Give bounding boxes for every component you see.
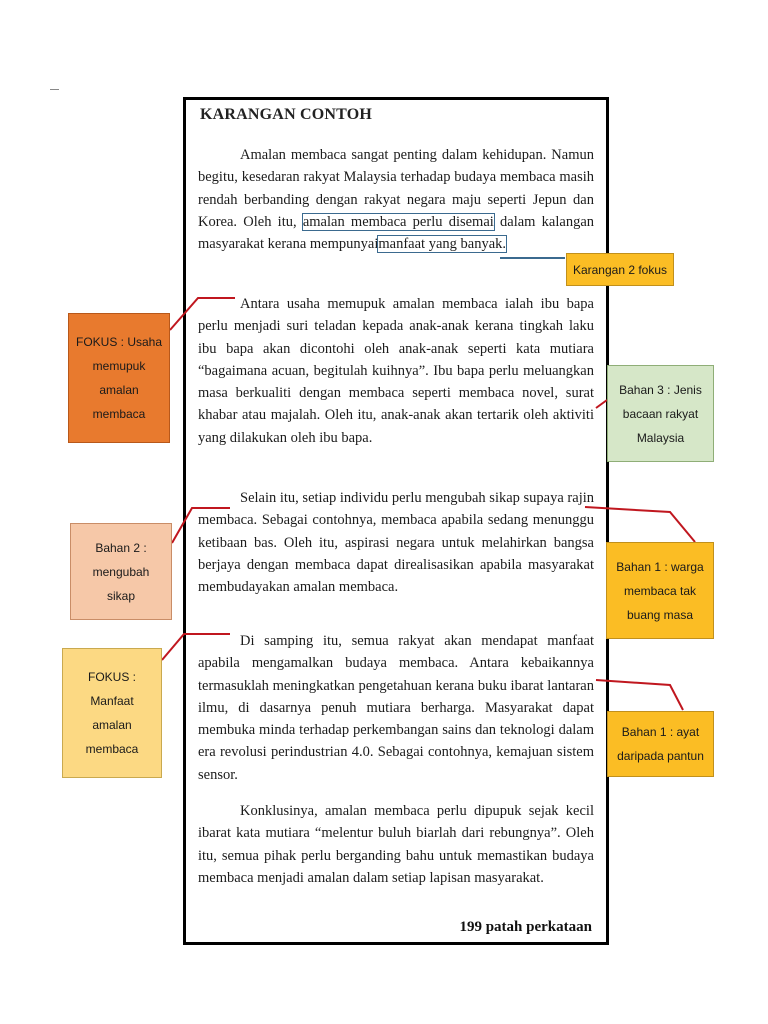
connector-bahan-1-ayat: [596, 680, 683, 710]
note-bahan-2: Bahan 2 : mengubah sikap: [70, 523, 172, 620]
intro-text: Amalan membaca sangat penting dalam kehidupan. Namun begitu, kesedaran rakyat Malaysia terhadap budaya membaca masih rendah berbanding dengan rakyat negara maju seperti Jepun dan Korea. Oleh itu,: [198, 147, 594, 230]
paragraph-body-2: Selain itu, setiap individu perlu mengubah sikap supaya rajin membaca. Sebagai contohnya, membaca apabila sedang menunggu ketibaan bas. Oleh itu, aspirasi negara untuk melahirkan bangsa berjaya dengan membaca dapat direalisasikan apabila masyarakat membudayakan amalan membaca.: [198, 490, 594, 596]
note-bahan-1-warga: Bahan 1 : warga membaca tak buang masa: [606, 542, 714, 639]
highlight-manfaat: manfaat yang banyak.: [378, 236, 507, 253]
paragraph-body-1: Antara usaha memupuk amalan membaca ialah ibu bapa perlu menjadi suri teladan kepada anak-anak kerana tingkah laku ibu bapa akan dicontohi oleh anak-anak seperti kata mutiara “bagaimana acuan, begitulah kuihnya”. Ibu bapa perlu meluangkan masa berkualiti dengan membaca seperti membaca novel, surat khabar atau majalah. Oleh itu, anak-anak akan tertarik oleh aktiviti yang dilakukan oleh ibu bapa.: [198, 296, 594, 446]
note-fokus-usaha: FOKUS : Usaha memupuk amalan membaca: [68, 313, 170, 443]
note-bahan-1-ayat: Bahan 1 : ayat daripada pantun: [607, 711, 714, 777]
note-karangan-2-fokus: Karangan 2 fokus: [566, 253, 674, 286]
essay-page: [183, 97, 609, 945]
note-fokus-manfaat: FOKUS : Manfaat amalan membaca: [62, 648, 162, 778]
essay-title: KARANGAN CONTOH: [200, 106, 373, 123]
word-count: 199 patah perkataan: [459, 919, 592, 935]
paragraph-introduction: [198, 144, 594, 255]
note-bahan-3: Bahan 3 : Jenis bacaan rakyat Malaysia: [607, 365, 714, 462]
paragraph-conclusion: Konklusinya, amalan membaca perlu dipupuk sejak kecil ibarat kata mutiara “melentur buluh biarlah dari rebungnya”. Oleh itu, semua pihak perlu berganding bahu untuk memastikan budaya membaca menjadi amalan dalam setiap lapisan masyarakat.: [198, 803, 594, 886]
highlight-disemai: amalan membaca perlu disemai: [302, 213, 494, 230]
paragraph-body-3: Di samping itu, semua rakyat akan mendapat manfaat apabila mengamalkan budaya membaca. Antara kebaikannya termasuklah meningkatkan pengetahuan kerana buku ibarat lantaran ilmu, di dasarnya penuh mutiara berharga. Masyarakat dapat membuka minda terhadap perkembangan sains dan teknologi dalam era revolusi perindustrian 4.0. Sebagai contohnya, kemajuan sistem sensor.: [198, 633, 594, 783]
intro-text-mid: dalam kalangan masyarakat kerana mempunyai: [198, 213, 594, 253]
corner-dash: [50, 89, 59, 90]
